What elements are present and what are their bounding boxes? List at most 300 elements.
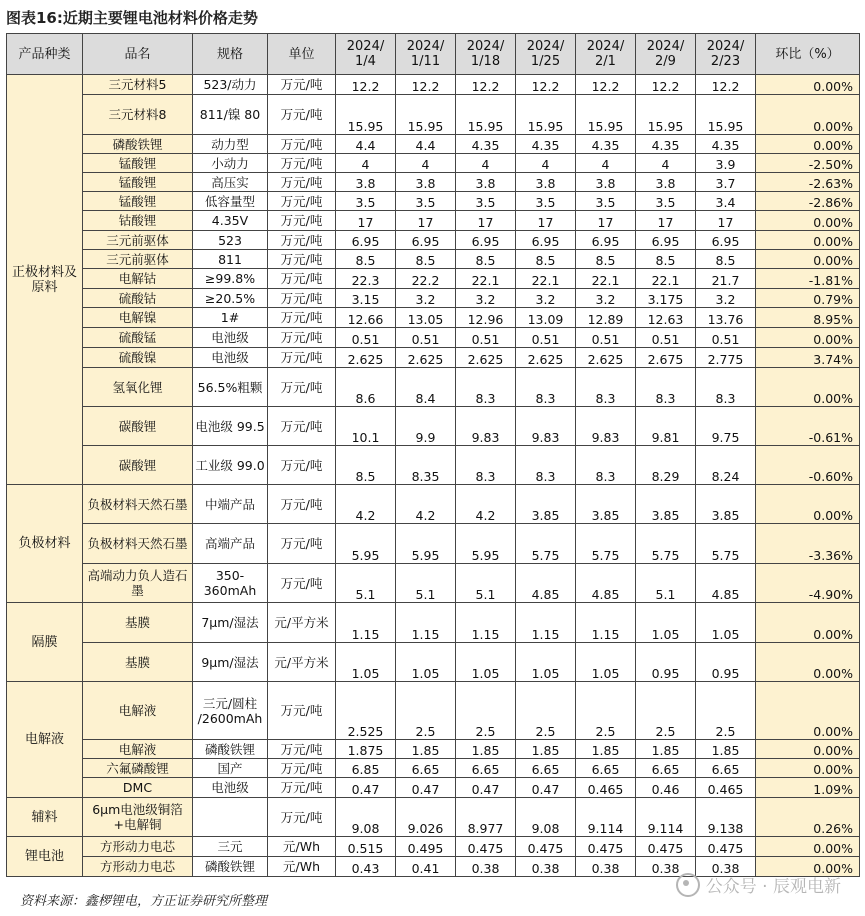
unit-cell: 万元/吨	[268, 154, 336, 173]
product-name-cell: 6μm电池级铜箔+电解铜	[83, 798, 193, 837]
product-name-cell: 钴酸锂	[83, 211, 193, 231]
table-row	[7, 95, 860, 135]
price-cell: 13.09	[516, 308, 576, 328]
header-cell: 2024/ 2/23	[696, 34, 756, 75]
price-cell: 3.5	[576, 192, 636, 211]
price-cell: 17	[576, 211, 636, 231]
price-cell: 9.81	[636, 407, 696, 446]
price-cell: 4.85	[576, 564, 636, 603]
price-cell: 2.5	[456, 682, 516, 740]
header-row	[7, 34, 860, 75]
price-cell: 8.29	[636, 446, 696, 485]
price-cell: 2.625	[336, 348, 396, 368]
price-cell: 0.475	[696, 837, 756, 857]
price-cell: 3.2	[456, 289, 516, 308]
change-cell: 1.09%	[756, 778, 860, 798]
table-row	[7, 368, 860, 407]
price-cell: 6.95	[336, 231, 396, 250]
spec-cell: 国产	[193, 759, 268, 778]
price-cell: 5.1	[336, 564, 396, 603]
price-cell: 0.47	[396, 778, 456, 798]
price-cell: 3.5	[636, 192, 696, 211]
change-cell: 0.00%	[756, 740, 860, 759]
product-name-cell: 硫酸钴	[83, 289, 193, 308]
table-row	[7, 643, 860, 682]
price-cell: 4	[336, 154, 396, 173]
table-row	[7, 407, 860, 446]
header-cell: 2024/ 1/25	[516, 34, 576, 75]
spec-cell: 1#	[193, 308, 268, 328]
table-row	[7, 348, 860, 368]
spec-cell: 电池级	[193, 348, 268, 368]
price-cell: 4	[636, 154, 696, 173]
spec-cell: 三元/圆柱 /2600mAh	[193, 682, 268, 740]
price-cell: 5.75	[576, 524, 636, 564]
price-cell: 6.65	[516, 759, 576, 778]
unit-cell: 万元/吨	[268, 524, 336, 564]
price-cell: 22.1	[636, 269, 696, 289]
price-cell: 1.85	[396, 740, 456, 759]
product-name-cell: 基膜	[83, 643, 193, 682]
table-row	[7, 135, 860, 154]
price-cell: 8.3	[516, 368, 576, 407]
product-name-cell: 磷酸铁锂	[83, 135, 193, 154]
table-row	[7, 603, 860, 643]
price-cell: 8.5	[336, 250, 396, 269]
price-cell: 0.51	[336, 328, 396, 348]
price-cell: 15.95	[696, 95, 756, 135]
table-row	[7, 759, 860, 778]
price-cell: 3.85	[516, 485, 576, 524]
price-cell: 8.3	[456, 368, 516, 407]
price-cell: 1.85	[516, 740, 576, 759]
price-cell: 2.625	[576, 348, 636, 368]
change-cell: 0.00%	[756, 759, 860, 778]
price-cell: 8.6	[336, 368, 396, 407]
price-cell: 2.625	[516, 348, 576, 368]
header-cell: 2024/ 1/18	[456, 34, 516, 75]
unit-cell: 万元/吨	[268, 250, 336, 269]
change-cell: 0.26%	[756, 798, 860, 837]
price-cell: 6.95	[396, 231, 456, 250]
product-name-cell: 三元前驱体	[83, 231, 193, 250]
change-cell: -2.50%	[756, 154, 860, 173]
change-cell: 0.00%	[756, 211, 860, 231]
product-name-cell: 方形动力电芯	[83, 837, 193, 857]
unit-cell: 万元/吨	[268, 778, 336, 798]
product-name-cell: 电解镍	[83, 308, 193, 328]
price-cell: 4	[516, 154, 576, 173]
page-title: 图表16:近期主要锂电池材料价格走势	[6, 9, 258, 27]
spec-cell: 中端产品	[193, 485, 268, 524]
price-cell: 17	[696, 211, 756, 231]
table-row	[7, 740, 860, 759]
price-cell: 0.38	[456, 857, 516, 877]
product-name-cell: 电解钴	[83, 269, 193, 289]
price-cell: 1.05	[696, 603, 756, 643]
price-cell: 9.83	[456, 407, 516, 446]
price-cell: 8.5	[696, 250, 756, 269]
price-cell: 0.38	[696, 857, 756, 877]
price-cell: 15.95	[456, 95, 516, 135]
table-row	[7, 778, 860, 798]
change-cell: 0.00%	[756, 485, 860, 524]
category-cell: 辅料	[7, 798, 83, 837]
price-cell: 0.465	[696, 778, 756, 798]
table-row	[7, 524, 860, 564]
price-cell: 3.8	[516, 173, 576, 192]
price-cell: 13.76	[696, 308, 756, 328]
price-cell: 8.977	[456, 798, 516, 837]
price-cell: 3.4	[696, 192, 756, 211]
price-cell: 3.2	[576, 289, 636, 308]
change-cell: 0.00%	[756, 643, 860, 682]
price-cell: 5.1	[396, 564, 456, 603]
price-cell: 4.4	[396, 135, 456, 154]
price-table	[6, 33, 860, 877]
unit-cell: 元/平方米	[268, 643, 336, 682]
price-cell: 13.05	[396, 308, 456, 328]
change-cell: 3.74%	[756, 348, 860, 368]
price-cell: 0.465	[576, 778, 636, 798]
price-cell: 22.1	[456, 269, 516, 289]
price-cell: 15.95	[636, 95, 696, 135]
price-cell: 4.2	[456, 485, 516, 524]
price-cell: 8.3	[576, 368, 636, 407]
price-cell: 6.65	[396, 759, 456, 778]
price-cell: 5.1	[636, 564, 696, 603]
product-name-cell: DMC	[83, 778, 193, 798]
product-name-cell: 锰酸锂	[83, 173, 193, 192]
price-cell: 17	[336, 211, 396, 231]
price-cell: 5.75	[636, 524, 696, 564]
price-cell: 1.85	[456, 740, 516, 759]
price-cell: 4	[396, 154, 456, 173]
price-cell: 6.95	[576, 231, 636, 250]
spec-cell: 低容量型	[193, 192, 268, 211]
price-cell: 3.7	[696, 173, 756, 192]
spec-cell: 小动力	[193, 154, 268, 173]
price-cell: 5.95	[336, 524, 396, 564]
price-cell: 12.2	[516, 75, 576, 95]
unit-cell: 万元/吨	[268, 211, 336, 231]
product-name-cell: 负极材料天然石墨	[83, 485, 193, 524]
price-cell: 4.35	[576, 135, 636, 154]
table-row	[7, 564, 860, 603]
price-cell: 6.65	[696, 759, 756, 778]
price-cell: 0.95	[636, 643, 696, 682]
spec-cell: 811/镍 80	[193, 95, 268, 135]
price-cell: 4.85	[696, 564, 756, 603]
price-cell: 12.66	[336, 308, 396, 328]
price-cell: 8.3	[696, 368, 756, 407]
product-name-cell: 硫酸镍	[83, 348, 193, 368]
spec-cell: 56.5%粗颗	[193, 368, 268, 407]
price-cell: 8.5	[336, 446, 396, 485]
price-cell: 4.2	[336, 485, 396, 524]
price-cell: 1.875	[336, 740, 396, 759]
table-row	[7, 798, 860, 837]
price-cell: 3.8	[456, 173, 516, 192]
price-cell: 4.35	[636, 135, 696, 154]
price-cell: 2.5	[396, 682, 456, 740]
table-row	[7, 485, 860, 524]
change-cell: 0.00%	[756, 75, 860, 95]
price-cell: 22.2	[396, 269, 456, 289]
product-name-cell: 硫酸锰	[83, 328, 193, 348]
price-cell: 4.4	[336, 135, 396, 154]
price-cell: 3.175	[636, 289, 696, 308]
price-cell: 6.95	[636, 231, 696, 250]
table-row	[7, 154, 860, 173]
spec-cell: 三元	[193, 837, 268, 857]
price-cell: 0.51	[636, 328, 696, 348]
price-cell: 12.2	[576, 75, 636, 95]
unit-cell: 万元/吨	[268, 173, 336, 192]
source-note: 资料来源：鑫椤锂电，方正证券研究所整理	[20, 894, 268, 909]
price-cell: 8.5	[576, 250, 636, 269]
table-header	[7, 34, 860, 75]
price-cell: 0.51	[696, 328, 756, 348]
spec-cell: 工业级 99.0	[193, 446, 268, 485]
price-cell: 4.35	[696, 135, 756, 154]
price-cell: 2.675	[636, 348, 696, 368]
price-cell: 3.8	[636, 173, 696, 192]
unit-cell: 万元/吨	[268, 759, 336, 778]
change-cell: 0.00%	[756, 135, 860, 154]
table-row	[7, 446, 860, 485]
price-cell: 5.95	[456, 524, 516, 564]
price-cell: 0.515	[336, 837, 396, 857]
price-cell: 8.5	[396, 250, 456, 269]
price-cell: 3.9	[696, 154, 756, 173]
price-cell: 17	[636, 211, 696, 231]
price-cell: 8.3	[516, 446, 576, 485]
price-cell: 3.5	[456, 192, 516, 211]
category-cell: 负极材料	[7, 485, 83, 603]
price-cell: 1.05	[396, 643, 456, 682]
price-cell: 8.5	[516, 250, 576, 269]
price-cell: 1.05	[336, 643, 396, 682]
table-row	[7, 192, 860, 211]
header-cell: 2024/ 1/4	[336, 34, 396, 75]
price-cell: 15.95	[516, 95, 576, 135]
category-cell: 锂电池	[7, 837, 83, 877]
price-cell: 9.75	[696, 407, 756, 446]
spec-cell: 9μm/湿法	[193, 643, 268, 682]
change-cell: 0.00%	[756, 857, 860, 877]
price-cell: 3.5	[336, 192, 396, 211]
price-cell: 4.35	[456, 135, 516, 154]
price-cell: 0.41	[396, 857, 456, 877]
price-cell: 9.08	[516, 798, 576, 837]
price-cell: 5.1	[456, 564, 516, 603]
price-cell: 6.65	[636, 759, 696, 778]
price-cell: 9.026	[396, 798, 456, 837]
price-cell: 2.625	[456, 348, 516, 368]
unit-cell: 元/Wh	[268, 837, 336, 857]
price-cell: 0.495	[396, 837, 456, 857]
price-cell: 21.7	[696, 269, 756, 289]
price-cell: 1.85	[576, 740, 636, 759]
price-cell: 3.15	[336, 289, 396, 308]
spec-cell: 磷酸铁锂	[193, 740, 268, 759]
product-name-cell: 三元材料5	[83, 75, 193, 95]
unit-cell: 万元/吨	[268, 798, 336, 837]
change-cell: 0.00%	[756, 328, 860, 348]
unit-cell: 万元/吨	[268, 368, 336, 407]
product-name-cell: 锰酸锂	[83, 192, 193, 211]
spec-cell	[193, 798, 268, 837]
price-cell: 12.2	[456, 75, 516, 95]
table-row	[7, 308, 860, 328]
spec-cell: 电池级 99.5	[193, 407, 268, 446]
price-cell: 3.8	[576, 173, 636, 192]
table-row	[7, 173, 860, 192]
price-cell: 10.1	[336, 407, 396, 446]
price-cell: 9.114	[636, 798, 696, 837]
price-cell: 3.8	[396, 173, 456, 192]
header-cell: 2024/ 1/11	[396, 34, 456, 75]
spec-cell: 4.35V	[193, 211, 268, 231]
price-cell: 12.89	[576, 308, 636, 328]
header-cell: 2024/ 2/9	[636, 34, 696, 75]
price-cell: 3.85	[696, 485, 756, 524]
price-cell: 8.5	[636, 250, 696, 269]
price-cell: 9.9	[396, 407, 456, 446]
table-body	[7, 75, 860, 877]
unit-cell: 万元/吨	[268, 135, 336, 154]
change-cell: 0.00%	[756, 250, 860, 269]
price-cell: 8.3	[576, 446, 636, 485]
header-cell: 2024/ 2/1	[576, 34, 636, 75]
change-cell: -4.90%	[756, 564, 860, 603]
product-name-cell: 电解液	[83, 682, 193, 740]
unit-cell: 万元/吨	[268, 289, 336, 308]
price-cell: 8.3	[456, 446, 516, 485]
price-cell: 4	[576, 154, 636, 173]
price-cell: 3.5	[516, 192, 576, 211]
change-cell: 8.95%	[756, 308, 860, 328]
price-cell: 9.83	[516, 407, 576, 446]
price-cell: 1.15	[396, 603, 456, 643]
header-cell: 规格	[193, 34, 268, 75]
price-cell: 0.95	[696, 643, 756, 682]
price-cell: 0.38	[516, 857, 576, 877]
product-name-cell: 三元材料8	[83, 95, 193, 135]
unit-cell: 万元/吨	[268, 269, 336, 289]
price-cell: 2.525	[336, 682, 396, 740]
price-cell: 5.95	[396, 524, 456, 564]
change-cell: 0.00%	[756, 603, 860, 643]
price-cell: 2.5	[576, 682, 636, 740]
product-name-cell: 六氟磷酸锂	[83, 759, 193, 778]
header-cell: 品名	[83, 34, 193, 75]
unit-cell: 元/Wh	[268, 857, 336, 877]
price-cell: 8.24	[696, 446, 756, 485]
header-cell: 环比（%）	[756, 34, 860, 75]
price-cell: 9.08	[336, 798, 396, 837]
header-cell: 产品种类	[7, 34, 83, 75]
spec-cell: 523	[193, 231, 268, 250]
unit-cell: 万元/吨	[268, 446, 336, 485]
price-cell: 1.15	[516, 603, 576, 643]
spec-cell: 高压实	[193, 173, 268, 192]
price-cell: 17	[516, 211, 576, 231]
price-cell: 17	[396, 211, 456, 231]
price-cell: 1.85	[696, 740, 756, 759]
price-cell: 0.475	[636, 837, 696, 857]
spec-cell: 523/动力	[193, 75, 268, 95]
price-cell: 12.63	[636, 308, 696, 328]
unit-cell: 万元/吨	[268, 485, 336, 524]
price-cell: 2.775	[696, 348, 756, 368]
price-cell: 0.51	[456, 328, 516, 348]
price-cell: 5.75	[516, 524, 576, 564]
wechat-icon	[676, 873, 700, 897]
table-row	[7, 328, 860, 348]
spec-cell: 高端产品	[193, 524, 268, 564]
price-cell: 0.47	[456, 778, 516, 798]
table-row	[7, 75, 860, 95]
price-cell: 0.51	[516, 328, 576, 348]
spec-cell: 7μm/湿法	[193, 603, 268, 643]
spec-cell: 动力型	[193, 135, 268, 154]
unit-cell: 万元/吨	[268, 328, 336, 348]
change-cell: -3.36%	[756, 524, 860, 564]
table-row	[7, 250, 860, 269]
price-cell: 12.2	[396, 75, 456, 95]
price-cell: 12.2	[696, 75, 756, 95]
price-cell: 4.85	[516, 564, 576, 603]
change-cell: -2.63%	[756, 173, 860, 192]
price-cell: 22.1	[516, 269, 576, 289]
unit-cell: 万元/吨	[268, 682, 336, 740]
product-name-cell: 碳酸锂	[83, 446, 193, 485]
unit-cell: 万元/吨	[268, 192, 336, 211]
unit-cell: 万元/吨	[268, 348, 336, 368]
table-row	[7, 269, 860, 289]
price-cell: 9.138	[696, 798, 756, 837]
category-cell: 正极材料及原料	[7, 75, 83, 485]
table-row	[7, 289, 860, 308]
change-cell: -0.61%	[756, 407, 860, 446]
price-cell: 12.2	[636, 75, 696, 95]
price-cell: 3.2	[516, 289, 576, 308]
price-cell: 0.38	[636, 857, 696, 877]
product-name-cell: 三元前驱体	[83, 250, 193, 269]
unit-cell: 万元/吨	[268, 740, 336, 759]
price-cell: 1.05	[516, 643, 576, 682]
change-cell: 0.00%	[756, 95, 860, 135]
change-cell: -1.81%	[756, 269, 860, 289]
price-cell: 3.85	[636, 485, 696, 524]
watermark	[676, 872, 841, 897]
price-cell: 9.83	[576, 407, 636, 446]
change-cell: 0.00%	[756, 231, 860, 250]
unit-cell: 万元/吨	[268, 564, 336, 603]
price-cell: 12.96	[456, 308, 516, 328]
product-name-cell: 基膜	[83, 603, 193, 643]
change-cell: 0.00%	[756, 682, 860, 740]
price-cell: 8.3	[636, 368, 696, 407]
price-cell: 0.475	[456, 837, 516, 857]
product-name-cell: 负极材料天然石墨	[83, 524, 193, 564]
watermark-text: 公众号 · 辰观电新	[705, 877, 841, 897]
price-cell: 2.5	[516, 682, 576, 740]
product-name-cell: 锰酸锂	[83, 154, 193, 173]
spec-cell: 811	[193, 250, 268, 269]
